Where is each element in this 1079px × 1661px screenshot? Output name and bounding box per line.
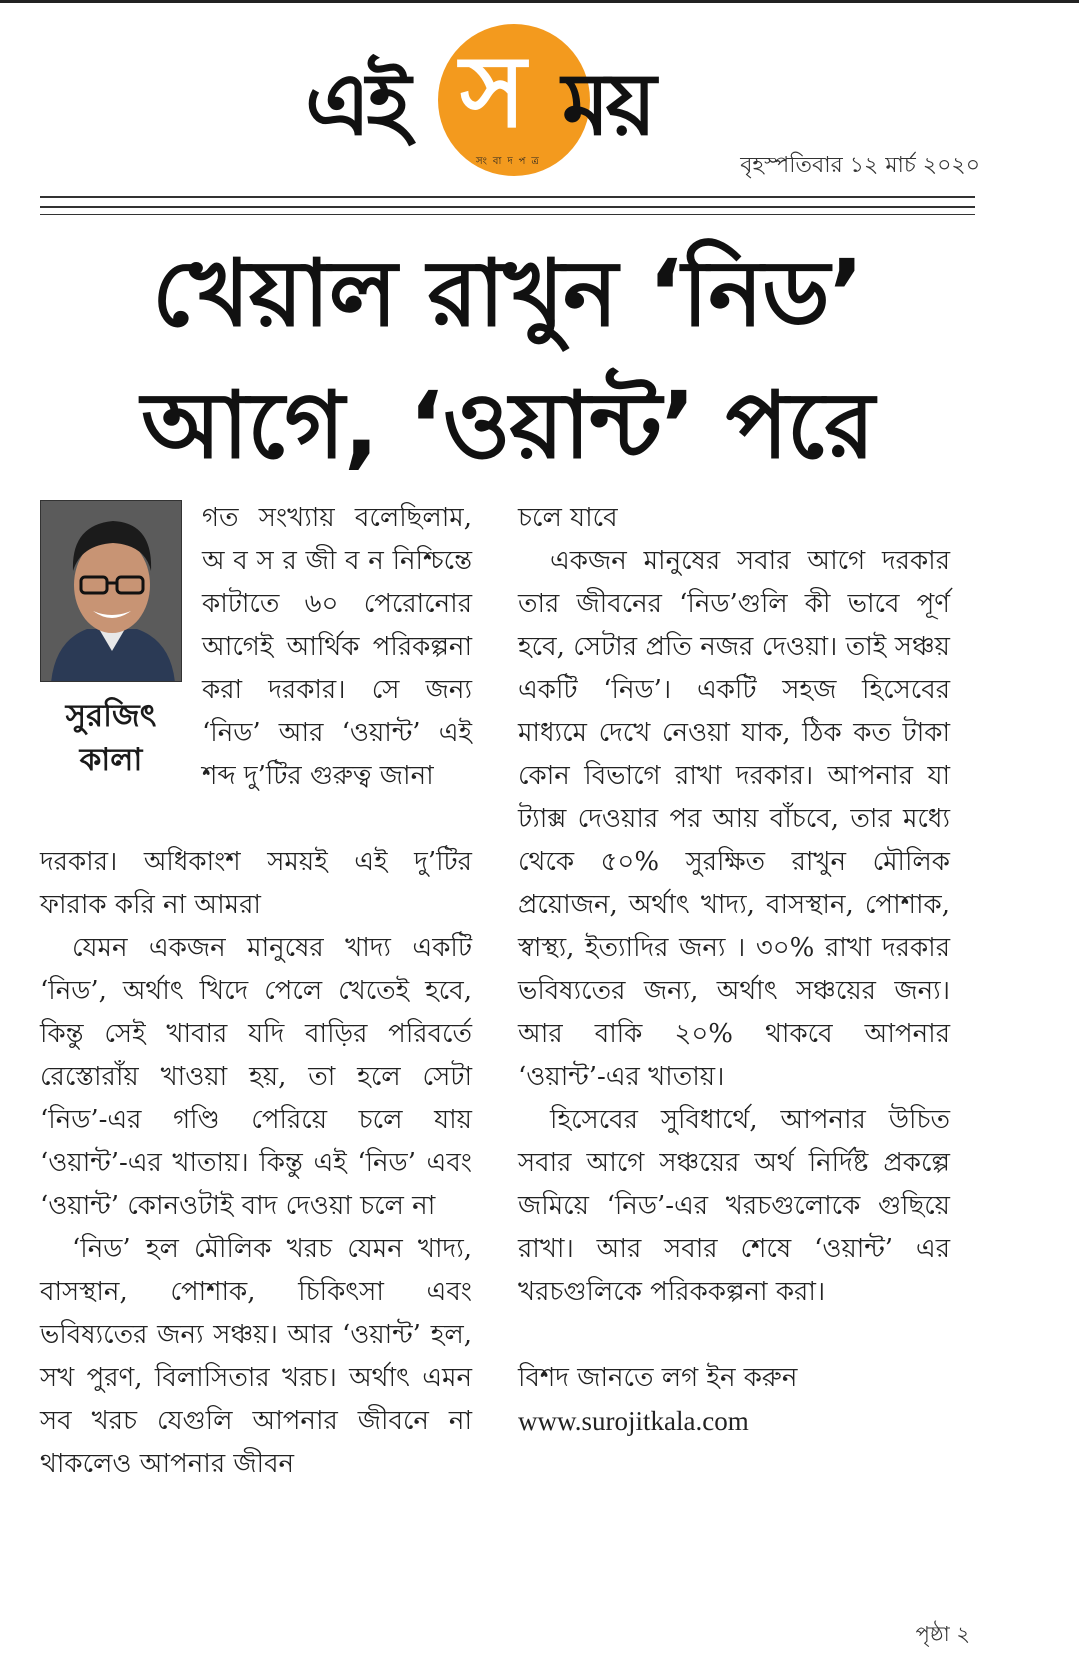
masthead-rule-top — [40, 196, 975, 198]
author-portrait-icon — [41, 501, 182, 682]
headline — [40, 228, 975, 492]
paragraph-need-example: যেমন একজন মানুষের খাদ্য একটি ‘নিড’, অর্থাৎ খিদে পেলে খেতেই হবে, কিন্তু সেই খাবার যদি বাড়ির পরিবর্তে রেস্তোরাঁয় খাওয়া হয়, তা হলে সেটা ‘নিড’-এর গণ্ডি পেরিয়ে চলে যায় ‘ওয়ান্ট’-এর খাতায়। কিন্তু এই ‘নিড’ এবং ‘ওয়ান্ট’ কোনওটাই বাদ দেওয়া চলে না — [40, 933, 472, 1221]
paragraph-lead: গত সংখ্যায় বলেছিলাম, অ ব স র জী ব ন নিশ্চিন্তে কাটাতে ৬০ পেরোনোর আগেই আর্থিক পরিকল্পনা করা দরকার। সে জন্য ‘নিড’ আর ‘ওয়ান্ট’ এই শব্দ দু’টির গুরুত্ব জানা — [202, 503, 472, 791]
masthead-logo — [300, 18, 700, 193]
website-link[interactable]: www.surojitkala.com — [518, 1406, 749, 1436]
paragraph-lead-tail: দরকার। অধিকাংশ সময়ই এই দু’টির ফারাক করি না আমরা — [40, 847, 472, 920]
headline-line-2: আগে, ‘ওয়ান্ট’ পরে — [141, 372, 874, 479]
issue-date: বৃহস্পতিবার ১২ মার্চ ২০২০ — [740, 153, 980, 178]
logo-text-mid: স — [460, 33, 527, 150]
login-prompt: বিশদ জানতে লগ ইন করুন — [518, 1363, 798, 1393]
column-2 — [518, 497, 950, 1443]
top-border — [0, 0, 1079, 3]
author-first-name: সুরজিৎ — [65, 698, 157, 734]
logo-text-right: ময় — [562, 55, 653, 155]
column-1 — [40, 841, 472, 1486]
author-name — [40, 694, 182, 782]
paragraph-savings: একজন মানুষের সবার আগে দরকার তার জীবনের ‘নিড’গুলি কী ভাবে পূর্ণ হবে, সেটার প্রতি নজর দেওয়া। তাই সঞ্চয় একটি ‘নিড’। একটি সহজ হিসেবের মাধ্যমে দেখে নেওয়া যাক, ঠিক কত টাকা কোন বিভাগে রাখা দরকার। আপনার যা ট্যাক্স দেওয়ার পর আয় বাঁচবে, তার মধ্যে থেকে ৫০% সুরক্ষিত রাখুন মৌলিক প্রয়োজন, অর্থাৎ খাদ্য, বাসস্থান, পোশাক, স্বাস্থ্য, ইত্যাদির জন্য । ৩০% রাখা দরকার ভবিষ্যতের জন্য, অর্থাৎ সঞ্চয়ের জন্য। আর বাকি ২০% থাকবে আপনার ‘ওয়ান্ট’-এর খাতায়। — [518, 546, 950, 1092]
paragraph-planning: হিসেবের সুবিধার্থে, আপনার উচিত সবার আগে সঞ্চয়ের অর্থ নির্দিষ্ট প্রকল্পে জমিয়ে ‘নিড’-এর খরচগুলোকে গুছিয়ে রাখা। আর সবার শেষে ‘ওয়ান্ট’ এর খরচগুলিকে পরিককল্পনা করা। — [518, 1105, 950, 1307]
masthead-rule-bottom — [40, 214, 975, 215]
author-last-name: কালা — [79, 742, 143, 778]
page-number: পৃষ্ঠা ২ — [915, 1622, 970, 1646]
paragraph-need-definition: ‘নিড’ হল মৌলিক খরচ যেমন খাদ্য, বাসস্থান, পোশাক, চিকিৎসা এবং ভবিষ্যতের জন্য সঞ্চয়। আর ‘ওয়ান্ট’ হল, সখ পুরণ, বিলাসিতার খরচ। অর্থাৎ এমন সব খরচ যেগুলি আপনার জীবনে না থাকলেও আপনার জীবন — [40, 1234, 472, 1479]
headline-line-1: খেয়াল রাখুন ‘নিড’ — [152, 240, 863, 347]
column-1-lead — [202, 497, 472, 798]
paragraph-continuation: চলে যাবে — [518, 503, 618, 533]
masthead-rule-middle — [40, 206, 975, 208]
author-photo — [40, 500, 182, 682]
logo-subtitle: সংবাদপত্র — [476, 156, 545, 167]
logo-text-left: এই — [305, 55, 408, 155]
